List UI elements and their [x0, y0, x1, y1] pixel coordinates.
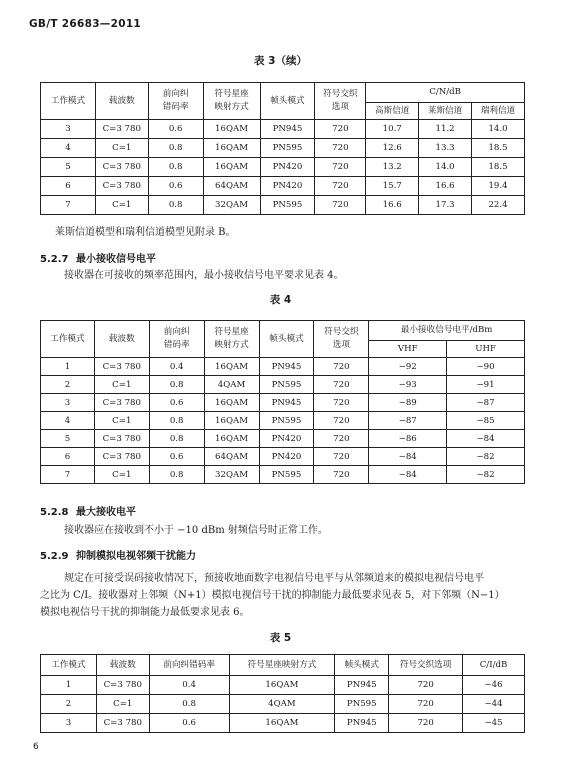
section-5-2-9-heading: 5.2.9 抑制模拟电视邻频干扰能力: [40, 551, 196, 562]
cell: 16QAM: [203, 158, 260, 177]
cell: PN595: [259, 466, 314, 484]
t5-header-interleave: 符号交织选项: [389, 655, 463, 676]
table-row: [41, 358, 525, 376]
cell: −84: [369, 448, 447, 466]
cell: 3: [41, 714, 97, 733]
cell: −82: [447, 466, 525, 484]
cell: PN945: [259, 394, 314, 412]
t3-header-rice: 莱斯信道: [419, 103, 472, 120]
cell: 0.6: [148, 177, 203, 196]
cell: 2: [41, 376, 95, 394]
cell: 64QAM: [203, 177, 260, 196]
cell: C=1: [94, 376, 149, 394]
cell: 11.2: [419, 120, 472, 139]
cell: 16QAM: [204, 430, 259, 448]
table-row: [41, 430, 525, 448]
cell: 18.5: [472, 139, 525, 158]
cell: 22.4: [472, 196, 525, 215]
section-5-2-7-body: 接收器在可接收的频率范围内，最小接收信号电平要求见表 4。: [64, 270, 344, 281]
t5-header-frame: 帧头模式: [335, 655, 389, 676]
cell: 720: [315, 196, 366, 215]
t4-header-fec: 前向纠 错码率: [149, 321, 204, 358]
cell: 13.3: [419, 139, 472, 158]
cell: 720: [314, 430, 369, 448]
table-row: [41, 676, 525, 695]
t4-header-level: 最小接收信号电平/dBm: [369, 321, 525, 341]
cell: −82: [447, 448, 525, 466]
cell: C=1: [95, 196, 148, 215]
cell: 720: [389, 695, 463, 714]
cell: PN595: [260, 196, 315, 215]
cell: 0.8: [149, 466, 204, 484]
table5: [40, 654, 525, 733]
t5-header-mode: 工作模式: [41, 655, 97, 676]
cell: 14.0: [419, 158, 472, 177]
cell: −45: [463, 714, 525, 733]
cell: 3: [41, 394, 95, 412]
cell: PN420: [260, 158, 315, 177]
table-row: [41, 466, 525, 484]
cell: −86: [369, 430, 447, 448]
cell: 16QAM: [204, 412, 259, 430]
cell: 1: [41, 676, 97, 695]
t5-header-fec: 前向纠错码率: [149, 655, 229, 676]
cell: 32QAM: [203, 196, 260, 215]
section-5-2-9-line-1: 规定在可接受误码接收情况下，预接收地面数字电视信号电平与从邻频道来的模拟电视信号电平: [64, 573, 484, 584]
cell: 0.8: [149, 430, 204, 448]
cell: 7: [41, 466, 95, 484]
t3-header-rayleigh: 瑞利信道: [472, 103, 525, 120]
cell: 18.5: [472, 158, 525, 177]
cell: 4: [41, 412, 95, 430]
t3-header-mapping: 符号星座 映射方式: [203, 83, 260, 120]
table-row: [41, 158, 525, 177]
cell: PN420: [259, 448, 314, 466]
cell: 0.4: [149, 676, 229, 695]
cell: −93: [369, 376, 447, 394]
cell: 19.4: [472, 177, 525, 196]
cell: PN595: [259, 376, 314, 394]
cell: 15.7: [366, 177, 419, 196]
table-row: [41, 120, 525, 139]
table-row: [41, 196, 525, 215]
cell: 720: [389, 676, 463, 695]
cell: 32QAM: [204, 466, 259, 484]
cell: C=3 780: [95, 120, 148, 139]
cell: 0.6: [149, 394, 204, 412]
section-5-2-9-line-2: 之比为 C/I。接收器对上邻频（N+1）模拟电视信号干扰的抑制能力最低要求见表 5，对下邻频（N−1）: [40, 590, 505, 601]
table4-caption: 表 4: [269, 294, 292, 306]
cell: 6: [41, 448, 95, 466]
cell: −89: [369, 394, 447, 412]
cell: −84: [447, 430, 525, 448]
cell: 16.6: [419, 177, 472, 196]
cell: 720: [315, 120, 366, 139]
cell: 16QAM: [229, 676, 335, 695]
cell: 0.6: [149, 714, 229, 733]
cell: 16QAM: [203, 139, 260, 158]
table-row: [41, 412, 525, 430]
t4-header-uhf: UHF: [447, 341, 525, 358]
cell: 16QAM: [229, 714, 335, 733]
table3: [40, 82, 525, 215]
cell: 10.7: [366, 120, 419, 139]
table-row: [41, 376, 525, 394]
cell: 16QAM: [203, 120, 260, 139]
cell: PN420: [260, 177, 315, 196]
t3-header-mode: 工作模式: [41, 83, 96, 120]
cell: 4QAM: [204, 376, 259, 394]
cell: 1: [41, 358, 95, 376]
cell: PN945: [335, 676, 389, 695]
table-row: [41, 394, 525, 412]
cell: 13.2: [366, 158, 419, 177]
t5-header-mapping: 符号星座映射方式: [229, 655, 335, 676]
cell: 2: [41, 695, 97, 714]
cell: C=3 780: [95, 177, 148, 196]
cell: 6: [41, 177, 96, 196]
t3-header-gauss: 高斯信道: [366, 103, 419, 120]
cell: −87: [369, 412, 447, 430]
cell: 0.6: [149, 448, 204, 466]
cell: PN595: [260, 139, 315, 158]
table-row: [41, 448, 525, 466]
cell: −84: [369, 466, 447, 484]
cell: 3: [41, 120, 96, 139]
cell: C=3 780: [96, 714, 149, 733]
cell: 12.6: [366, 139, 419, 158]
cell: C=3 780: [94, 430, 149, 448]
cell: 720: [389, 714, 463, 733]
cell: 0.8: [148, 158, 203, 177]
t3-header-frame: 帧头模式: [260, 83, 315, 120]
cell: 0.8: [149, 376, 204, 394]
cell: −87: [447, 394, 525, 412]
cell: 5: [41, 158, 96, 177]
t3-header-cn: C/N/dB: [366, 83, 525, 103]
section-5-2-9-line-3: 模拟电视信号干扰的抑制能力最低要求见表 6。: [40, 607, 250, 618]
cell: 720: [315, 177, 366, 196]
cell: −44: [463, 695, 525, 714]
cell: 14.0: [472, 120, 525, 139]
t5-header-carrier: 载波数: [96, 655, 149, 676]
cell: 720: [314, 358, 369, 376]
page-number: 6: [33, 742, 39, 752]
cell: 720: [314, 448, 369, 466]
table-row: [41, 177, 525, 196]
cell: 720: [314, 394, 369, 412]
table3-caption: 表 3（续）: [254, 55, 307, 67]
cell: −85: [447, 412, 525, 430]
t3-header-fec: 前向纠 错码率: [148, 83, 203, 120]
t4-header-interleave: 符号交织 选项: [314, 321, 369, 358]
cell: 16QAM: [204, 358, 259, 376]
cell: PN945: [335, 714, 389, 733]
t4-header-mapping: 符号星座 映射方式: [204, 321, 259, 358]
cell: C=3 780: [94, 394, 149, 412]
cell: 720: [314, 376, 369, 394]
cell: 16QAM: [204, 394, 259, 412]
table-row: [41, 139, 525, 158]
cell: C=1: [95, 139, 148, 158]
t4-header-vhf: VHF: [369, 341, 447, 358]
cell: C=3 780: [94, 358, 149, 376]
table-row: [41, 695, 525, 714]
cell: C=1: [94, 412, 149, 430]
cell: PN945: [259, 358, 314, 376]
t5-header-ci: C/I/dB: [463, 655, 525, 676]
t4-header-carrier: 载波数: [94, 321, 149, 358]
cell: C=1: [94, 466, 149, 484]
cell: 0.8: [149, 695, 229, 714]
section-5-2-7-heading: 5.2.7 最小接收信号电平: [40, 254, 156, 265]
cell: 4: [41, 139, 96, 158]
section-5-2-8-body: 接收器应在接收到不小于 −10 dBm 射频信号时正常工作。: [64, 525, 328, 536]
cell: 720: [315, 139, 366, 158]
cell: 0.4: [149, 358, 204, 376]
t4-header-mode: 工作模式: [41, 321, 95, 358]
cell: 17.3: [419, 196, 472, 215]
cell: −90: [447, 358, 525, 376]
cell: −46: [463, 676, 525, 695]
cell: C=3 780: [95, 158, 148, 177]
standard-code: GB/T 26683—2011: [29, 18, 142, 30]
cell: 16.6: [366, 196, 419, 215]
table4: [40, 320, 525, 484]
table5-caption: 表 5: [269, 632, 292, 644]
cell: PN595: [259, 412, 314, 430]
cell: PN595: [335, 695, 389, 714]
cell: C=3 780: [94, 448, 149, 466]
cell: 4QAM: [229, 695, 335, 714]
table-row: [41, 714, 525, 733]
t3-header-interleave: 符号交织 选项: [315, 83, 366, 120]
cell: 5: [41, 430, 95, 448]
cell: 720: [315, 158, 366, 177]
cell: −91: [447, 376, 525, 394]
t3-header-carrier: 载波数: [95, 83, 148, 120]
cell: 7: [41, 196, 96, 215]
section-5-2-8-heading: 5.2.8 最大接收电平: [40, 507, 136, 518]
cell: 64QAM: [204, 448, 259, 466]
cell: 0.8: [148, 139, 203, 158]
cell: 0.8: [149, 412, 204, 430]
cell: 720: [314, 466, 369, 484]
cell: 0.6: [148, 120, 203, 139]
cell: C=3 780: [96, 676, 149, 695]
cell: C=1: [96, 695, 149, 714]
cell: 720: [314, 412, 369, 430]
cell: PN945: [260, 120, 315, 139]
cell: −92: [369, 358, 447, 376]
cell: PN420: [259, 430, 314, 448]
channel-model-note: 莱斯信道模型和瑞利信道模型见附录 B。: [55, 227, 236, 238]
t4-header-frame: 帧头模式: [259, 321, 314, 358]
cell: 0.8: [148, 196, 203, 215]
